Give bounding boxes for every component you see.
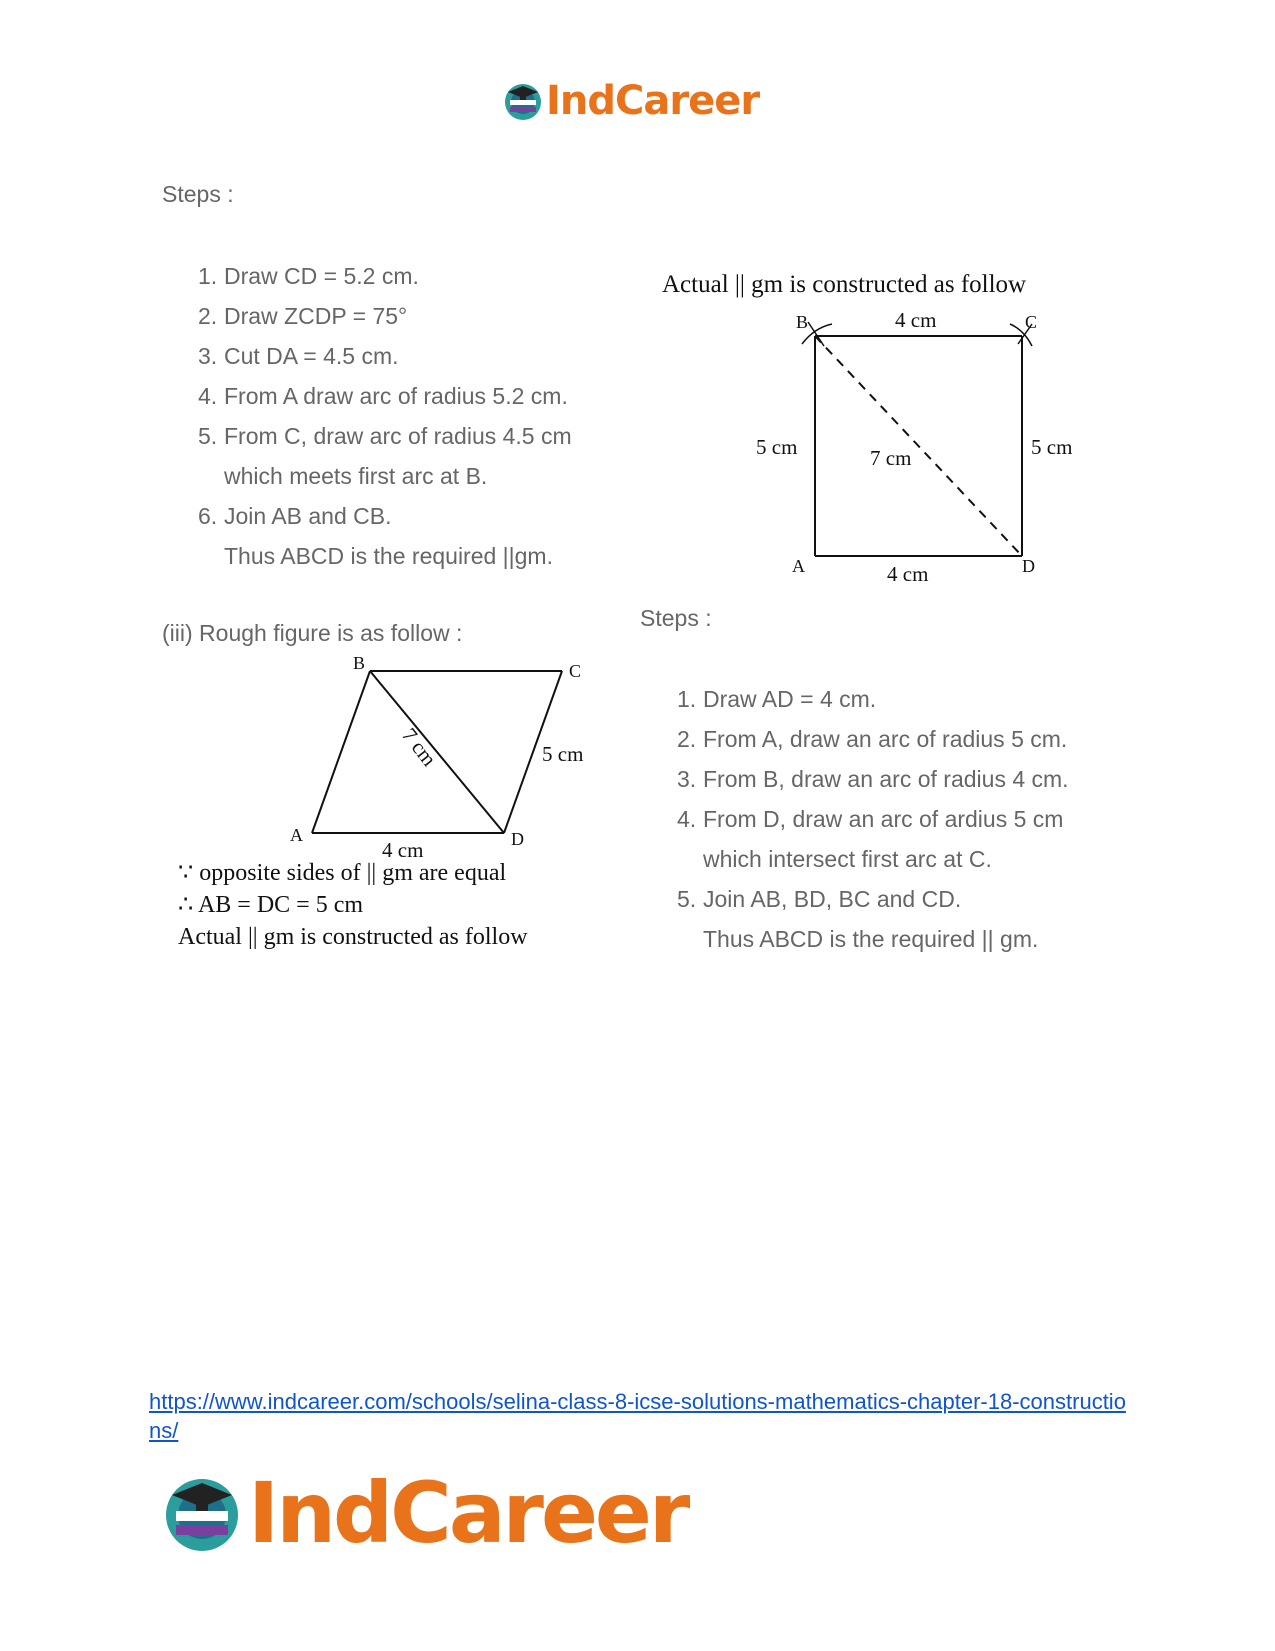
parallelogram-figure-rough (280, 655, 610, 875)
step-text: Draw ZCDP = 75° (224, 303, 408, 329)
logo-text: IndCareer (248, 1464, 688, 1562)
step-text: which intersect first arc at C. (703, 846, 992, 872)
step-number: 2. (677, 726, 697, 752)
step-item (677, 879, 1069, 919)
reasoning-block (178, 857, 528, 953)
measure-left: 5 cm (756, 435, 798, 459)
steps-list (677, 679, 1069, 959)
measure-bottom: 4 cm (382, 838, 424, 862)
graduation-cap-globe-icon (160, 1471, 244, 1555)
step-text: Thus ABCD is the required ||gm. (224, 543, 553, 569)
vertex-label-a: A (792, 556, 805, 576)
step-text: From A, draw an arc of radius 5 cm. (703, 726, 1068, 752)
parallelogram-figure-constructed (740, 310, 1100, 600)
graduation-cap-globe-icon (502, 80, 544, 122)
step-number: 2. (198, 303, 218, 329)
steps-heading: Steps : (162, 181, 234, 207)
step-item (198, 536, 572, 576)
step-item (198, 256, 572, 296)
step-text: which meets first arc at B. (224, 463, 488, 489)
vertex-label-b: B (796, 312, 809, 332)
footer-logo (160, 1464, 687, 1562)
step-item (677, 759, 1069, 799)
step-item (677, 679, 1069, 719)
step-text: From A draw arc of radius 5.2 cm. (224, 383, 568, 409)
step-number: 1. (677, 686, 697, 712)
step-number: 1. (198, 263, 218, 289)
step-number: 5. (198, 423, 218, 449)
step-item (198, 296, 572, 336)
measure-diagonal: 7 cm (397, 723, 442, 771)
vertex-label-b: B (353, 655, 366, 673)
diagonal-bd (815, 336, 1022, 556)
step-number: 4. (198, 383, 218, 409)
measure-right: 5 cm (542, 742, 584, 766)
measure-top: 4 cm (895, 310, 937, 332)
vertex-label-d: D (1022, 556, 1035, 576)
rough-figure-heading: (iii) Rough figure is as follow : (162, 620, 463, 646)
step-item (677, 799, 1069, 839)
reasoning-line: Actual || gm is constructed as follow (178, 924, 528, 950)
steps-list (198, 256, 572, 576)
reasoning-line: ∴ AB = DC = 5 cm (178, 892, 364, 918)
step-text: From C, draw arc of radius 4.5 cm (224, 423, 572, 449)
measure-diagonal: 7 cm (870, 446, 912, 470)
header-logo (502, 78, 759, 124)
step-text: Cut DA = 4.5 cm. (224, 343, 399, 369)
step-item (198, 376, 572, 416)
step-number: 3. (198, 343, 218, 369)
vertex-label-c: C (569, 661, 582, 681)
step-number: 6. (198, 503, 218, 529)
step-item (198, 496, 572, 536)
figure-title: Actual || gm is constructed as follow (662, 271, 1027, 298)
reasoning-line: ∵ opposite sides of || gm are equal (178, 860, 507, 886)
step-item (198, 456, 572, 496)
vertex-label-d: D (511, 829, 524, 849)
step-number: 5. (677, 886, 697, 912)
side-ab (312, 671, 370, 833)
step-text: Draw AD = 4 cm. (703, 686, 877, 712)
step-item (677, 919, 1069, 959)
step-item (677, 839, 1069, 879)
step-text: Join AB, BD, BC and CD. (703, 886, 962, 912)
step-text: Thus ABCD is the required || gm. (703, 926, 1039, 952)
vertex-label-a: A (290, 825, 303, 845)
step-text: From D, draw an arc of ardius 5 cm (703, 806, 1064, 832)
step-text: From B, draw an arc of radius 4 cm. (703, 766, 1069, 792)
steps-heading: Steps : (640, 605, 712, 631)
measure-right: 5 cm (1031, 435, 1073, 459)
step-text: Draw CD = 5.2 cm. (224, 263, 419, 289)
vertex-label-c: C (1025, 312, 1038, 332)
step-number: 4. (677, 806, 697, 832)
step-item (677, 719, 1069, 759)
source-url-link[interactable]: https://www.indcareer.com/schools/selina-class-8-icse-solutions-mathematics-chapter-18-constructions/ (149, 1389, 1126, 1443)
step-text: Join AB and CB. (224, 503, 392, 529)
step-item (198, 336, 572, 376)
step-number: 3. (677, 766, 697, 792)
step-item (198, 416, 572, 456)
measure-bottom: 4 cm (887, 562, 929, 586)
logo-text: IndCareer (546, 78, 760, 124)
